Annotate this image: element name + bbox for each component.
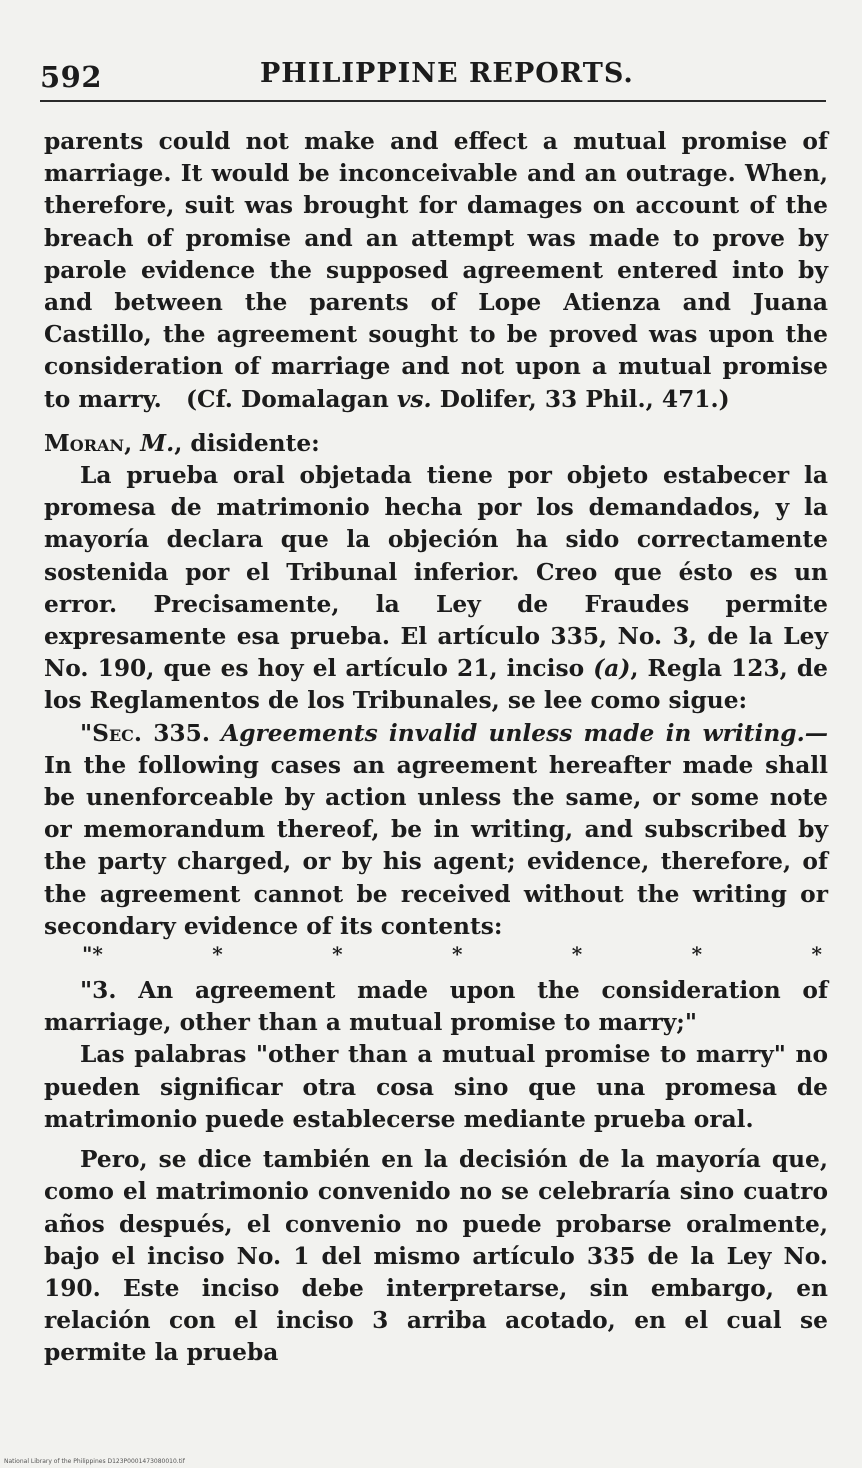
page-header <box>40 56 826 98</box>
dissent-heading: Moran, M., disidente: <box>44 429 320 457</box>
ellipsis-mark: "* <box>82 942 103 967</box>
paragraph-2: La prueba oral objetada tiene por objeto estabecer la promesa de matrimonio hecha por los demandados, y la mayoría declara que la objeción ha sido correctamente sostenida por el Tribunal inferior. Creo que ésto es un error. Precisamente, la Ley de Fraudes permite expresamente esa prueba. El artículo 335, No. 3, de la Ley No. 190, que es hoy el artículo 21, inciso (a), Regla 123, de los Reglamentos de los Tribunales, se lee como sigue: <box>44 462 828 715</box>
scan-footer: National Library of the Philippines D123P0001473080010.tif <box>4 1458 185 1465</box>
ellipsis-mark: * <box>811 942 822 967</box>
paragraph-1-text: parents could not make and effect a mutual promise of marriage. It would be inconceivable and an outrage. When, therefore, suit was brought for damages on account of the breach of promise and an attempt was made to prove by parole evidence the supposed agreement entered into by and between the parents of Lope Atienza and Juana Castillo, the agreement sought to be proved was upon the consideration of marriage and not upon a mutual promise to marry. <box>44 128 828 413</box>
ellipsis-mark: * <box>212 942 223 967</box>
citation: (Cf. Domalagan vs. Dolifer, 33 Phil., 471.) <box>186 385 730 413</box>
page-number: 592 <box>40 60 103 94</box>
header-rule <box>40 100 826 102</box>
ellipsis-row <box>44 943 828 975</box>
ellipsis-mark: * <box>332 942 343 967</box>
page-body <box>44 126 828 1370</box>
paragraph-4: Pero, se dice también en la decisión de la mayoría que, como el matrimonio convenido no se celebraría sino cuatro años después, el convenio no puede probarse oralmente, bajo el inciso No. 1 del mismo artículo 335 de la Ley No. 190. Este inciso debe interpretarse, sin embargo, en relación con el inciso 3 arriba acotado, en el cual se permite la prueba <box>44 1146 828 1367</box>
ellipsis-mark: * <box>571 942 583 967</box>
justice-name: Moran <box>44 429 125 457</box>
spacer <box>44 416 828 428</box>
spacer <box>44 1136 828 1144</box>
paragraph-3: Las palabras "other than a mutual promise to marry" no pueden significar otra cosa sino que una promesa de matrimonio puede establecerse mediante prueba oral. <box>44 1041 828 1133</box>
running-head: PHILIPPINE REPORTS. <box>260 58 634 89</box>
section-title: Agreements invalid unless made in writing.— <box>221 719 828 747</box>
statute-item-3: "3. An agreement made upon the consideration of marriage, other than a mutual promise to marry;" <box>44 977 828 1037</box>
ellipsis-mark: * <box>451 942 463 967</box>
justice-title: M. <box>140 429 175 457</box>
paragraph-continued <box>44 126 828 416</box>
statute-quote: "Sec. 335. Agreements invalid unless made in writing.— In the following cases an agreement hereafter made shall be unenforceable by action unless the same, or some note or memorandum thereof, be in writing, and subscribed by the party charged, or by his agent; evidence, therefore, of the agreement cannot be received without the writing or secondary evidence of its contents: <box>44 719 828 940</box>
section-label: Sec. <box>92 719 143 747</box>
ellipsis-mark: * <box>691 942 703 967</box>
